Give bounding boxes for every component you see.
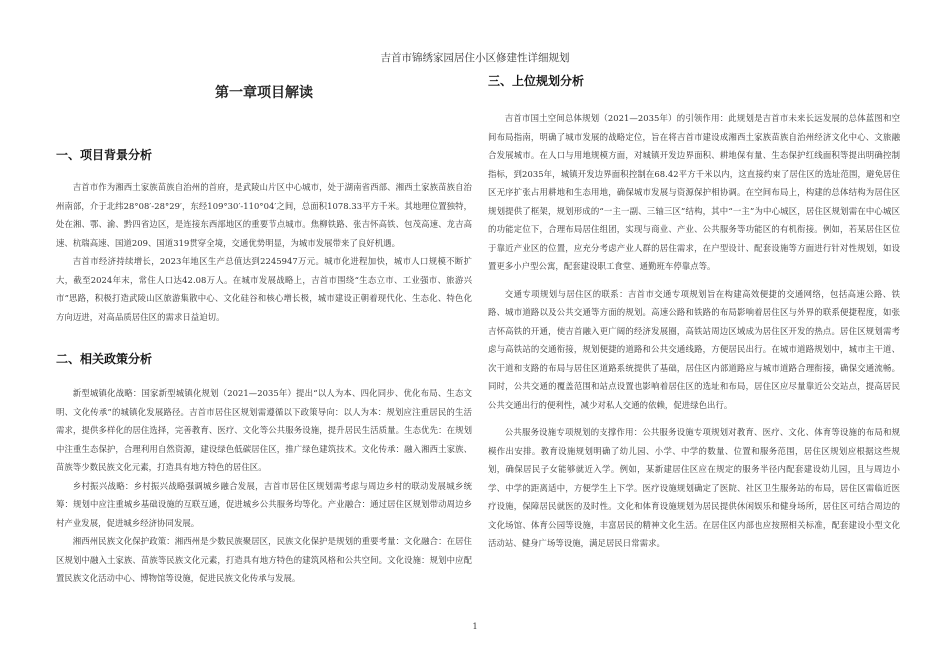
page-header: 吉首市锦绣家园居住小区修建性详细规划 [380, 52, 570, 64]
section-heading-policy: 二、相关政策分析 [56, 352, 153, 366]
chapter-title: 第一章项目解读 [215, 85, 313, 101]
paragraph: 吉首市国土空间总体规划（2021—2035年）的引领作用：此规划是吉首市未来长远发展的总体蓝图和空间布局指南，明确了城市发展的战略定位，旨在将吉首市建设成湘西土家族苗族自治州经济文化中心、文旅融合发展城市。在人口与用地规模方面，对城镇开发边界面积、耕地保有量、生态保护红线面积等提出明确控制指标，到2035年，城镇开发边界面积控制在68.42平方千米以内，这直接约束了居住区的选址范围，避免居住区无序扩张占用耕地和生态用地，确保城市发展与资源保护相协调。在空间布局上，构建的总体结构为居住区规划提供了框架，规划形成的“一主一副、三轴三区”结构，其中“一主”为中心城区，居住区规划需在中心城区的功能定位下，合理布局居住组团，实现与商业、产业、公共服务等功能区的有机衔接。例如，若某居住区位于靠近产业区的位置，应充分考虑产业人群的居住需求，在户型设计、配套设施等方面进行针对性规划，如设置更多小户型公寓，配套建设职工食堂、通勤班车停靠点等。 [488, 113, 900, 271]
paragraph: 新型城镇化战略：国家新型城镇化规划（2021—2035年）提出“以人为本、四化同步、优化布局、生态文明、文化传承”的城镇化发展路径。吉首市居住区规划需遵循以下政策导向：以人为本：规划应注重居民的生活需求，提供多样化的居住选择，完善教育、医疗、文化等公共服务设施，提升居民生活质量。生态优先：在规划中注重生态保护，合理利用自然资源，建设绿色低碳居住区，推广绿色建筑技术。文化传承：融入湘西土家族、苗族等少数民族文化元素，打造具有地方特色的居住区。 [56, 388, 472, 472]
paragraph: 公共服务设施专项规划的支撑作用：公共服务设施专项规划对教育、医疗、文化、体育等设施的布局和规模作出安排。教育设施规划明确了幼儿园、小学、中学的数量、位置和服务范围，居住区规划应根据这些规划，确保居民子女能够就近入学。例如，某新建居住区应在规定的服务半径内配套建设幼儿园，且与周边小学、中学的距离适中，方便学生上下学。医疗设施规划确定了医院、社区卫生服务站的布局，居住区需临近医疗设施，保障居民就医的及时性。文化和体育设施规划为居民提供休闲娱乐和健身场所，居住区可结合周边的文化场馆、体育公园等设施，丰富居民的精神文化生活。在居住区内部也应按照相关标准，配套建设小型文化活动站、健身广场等设施，满足居民日常需求。 [488, 427, 900, 548]
paragraph: 湘西州民族文化保护政策：湘西州是少数民族聚居区，民族文化保护是规划的重要考量：文化融合：在居住区规划中融入土家族、苗族等民族文化元素，打造具有地方特色的建筑风格和公共空间。文化设施：规划中应配置民族文化活动中心、博物馆等设施，促进民族文化传承与发展。 [56, 536, 472, 583]
section-heading-background: 一、项目背景分析 [56, 148, 153, 162]
page-number: 1 [472, 622, 478, 631]
paragraph: 吉首市经济持续增长，2023年地区生产总值达到2245947万元。城市化进程加快，城市人口规模不断扩大，截至2024年末，常住人口达42.08万人。在城市发展战略上，吉首市围绕“生态立市、工业强市、旅游兴市”思路，积极打造武陵山区旅游集散中心、文化硅谷和核心增长极，城市建设正朝着现代化、生态化、特色化方向迈进，对高品质居住区的需求日益迫切。 [56, 256, 472, 322]
paragraph: 乡村振兴战略：乡村振兴战略强调城乡融合发展，吉首市居住区规划需考虑与周边乡村的联动发展城乡统筹：规划中应注重城乡基础设施的互联互通，促进城乡公共服务均等化。产业融合：通过居住区规划带动周边乡村产业发展，促进城乡经济协同发展。 [56, 480, 472, 528]
paragraph: 交通专项规划与居住区的联系：吉首市交通专项规划旨在构建高效便捷的交通网络，包括高速公路、铁路、城市道路以及公共交通等方面的规划。高速公路和铁路的布局影响着居住区与外界的联系便捷程度，如张吉怀高铁的开通，使吉首融入更广阔的经济发展圈，高铁站周边区域成为居住区开发的热点。居住区规划需考虑与高铁站的交通衔接，规划便捷的道路和公共交通线路，方便居民出行。在城市道路规划中，城市主干道、次干道和支路的布局与居住区道路系统提供了基础，居住区内部道路应与城市道路合理衔接，确保交通流畅。同时，公共交通的覆盖范围和站点设置也影响着居住区的选址和布局，居住区应尽量靠近公交站点，提高居民公共交通出行的便利性，减少对私人交通的依赖，促进绿色出行。 [488, 288, 900, 410]
left-column [56, 72, 472, 588]
section-heading-superior-plan: 三、上位规划分析 [488, 74, 585, 88]
right-column [488, 72, 900, 553]
paragraph: 吉首市作为湘西土家族苗族自治州的首府，是武陵山片区中心城市，处于湖南省西部、湘西土家族苗族自治州南部，介于北纬28°08′-28°29′，东经109°30′-110°04′之间，总面积1078.33平方千米。其地理位置独特，处在湘、鄂、渝、黔四省边区，是连接东西部地区的重要节点城市。焦柳铁路、张吉怀高铁、包茂高速、龙吉高速、杭瑞高速、国道209、国道319贯穿全境，交通优势明显，为城市发展带来了良好机遇。 [56, 182, 472, 248]
